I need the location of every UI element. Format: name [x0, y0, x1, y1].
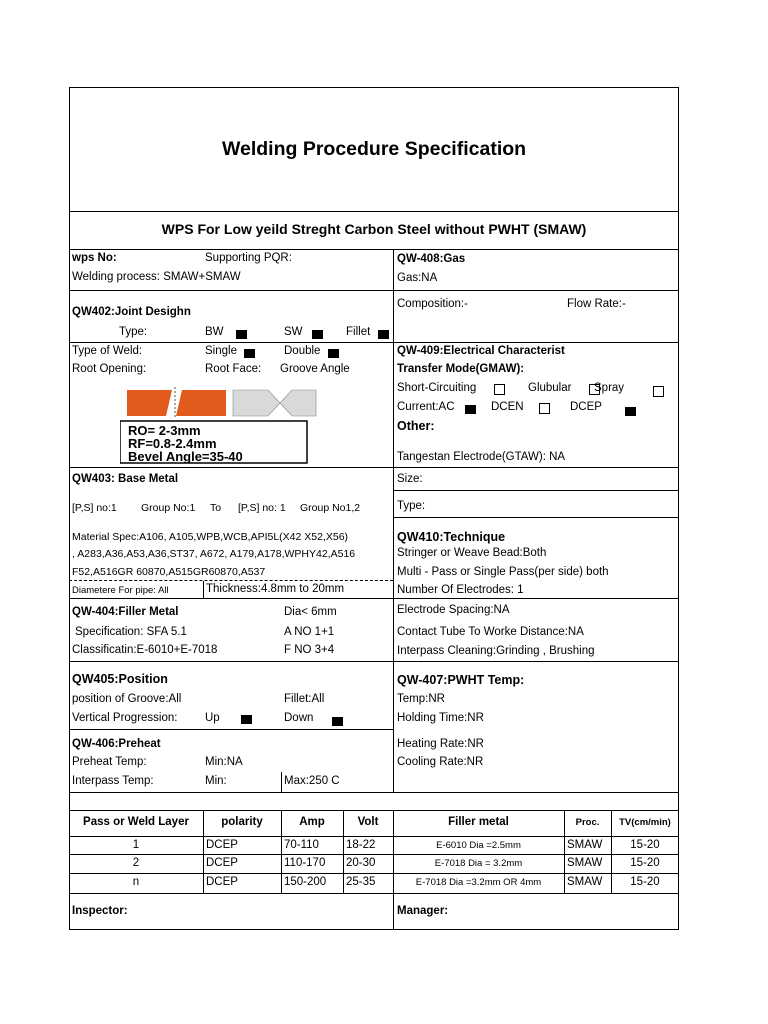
temp-nr: Temp:NR [397, 693, 445, 705]
current-ac-checkbox[interactable] [465, 405, 476, 414]
divider [393, 467, 679, 468]
diagram-ro: RO= 2-3mm [128, 423, 201, 438]
column-divider [393, 249, 394, 792]
single-label: Single [205, 345, 237, 357]
tungsten-electrode: Tangestan Electrode(GTAW): NA [397, 451, 566, 463]
spray-checkbox[interactable] [653, 386, 664, 397]
supporting-pqr-label: Supporting PQR: [205, 252, 292, 264]
th-filler: Filler metal [448, 816, 509, 828]
col-line [393, 810, 394, 930]
qw408-title: QW-408:Gas [397, 253, 466, 265]
th-polarity: polarity [221, 816, 263, 828]
cell-divider [203, 581, 204, 598]
table-cell: 15-20 [630, 839, 660, 851]
th-tv: TV(cm/min) [619, 817, 671, 828]
divider [69, 792, 679, 793]
type-label-right: Type: [397, 500, 426, 512]
fillet-label: Fillet [346, 326, 371, 338]
interpass-max: Max:250 C [284, 775, 340, 787]
root-opening-label: Root Opening: [72, 363, 147, 375]
contact-tube: Contact Tube To Worke Distance:NA [397, 626, 584, 638]
wps-no-label: wps No: [72, 252, 117, 264]
divider [393, 490, 679, 491]
table-cell: 1 [132, 839, 140, 851]
th-pass: Pass or Weld Layer [83, 816, 189, 828]
multi-pass: Multi - Pass or Single Pass(per side) both [397, 566, 609, 578]
thickness: Thickness:4.8mm to 20mm [206, 583, 345, 595]
table-cell: E-7018 Dia =3.2mm OR 4mm [415, 877, 542, 888]
th-amp: Amp [299, 816, 325, 828]
globular-label: Glubular [528, 382, 572, 394]
ps-no-1: [P,S] no:1 [72, 502, 117, 514]
table-cell: 150-200 [284, 876, 327, 888]
group-no-12: Group No1,2 [300, 502, 361, 514]
double-checkbox[interactable] [328, 349, 339, 358]
double-label: Double [284, 345, 321, 357]
short-circuiting-checkbox[interactable] [494, 384, 505, 395]
interpass-temp: Interpass Temp: [72, 775, 154, 787]
cell-divider [281, 772, 282, 792]
table-cell: DCEP [206, 857, 238, 869]
up-checkbox[interactable] [241, 715, 252, 724]
spray-label: Spray [594, 382, 625, 394]
gas: Gas:NA [397, 272, 438, 284]
dcep-label: DCEP [570, 401, 602, 413]
double-v-left-plate [233, 390, 280, 416]
table-cell: E-6010 Dia =2.5mm [436, 840, 521, 851]
electrode-spacing: Electrode Spacing:NA [397, 604, 510, 616]
th-volt: Volt [357, 816, 379, 828]
page-title: Welding Procedure Specification [221, 138, 527, 160]
divider [393, 290, 679, 291]
qw410-title: QW410:Technique [397, 530, 506, 544]
material-spec-line-3: F52,A516GR 60870,A515GR60870,A537 [72, 566, 266, 578]
table-cell: 2 [132, 857, 140, 869]
qw403-title: QW403: Base Metal [72, 473, 179, 485]
flow-rate: Flow Rate:- [567, 298, 626, 310]
interpass-min: Min: [205, 775, 227, 787]
table-cell: SMAW [567, 839, 603, 851]
dashed-divider [69, 580, 393, 581]
vertical-progression: Vertical Progression: [72, 712, 178, 724]
divider [69, 873, 679, 874]
th-proc: Proc. [575, 817, 600, 828]
qw406-title: QW-406:Preheat [72, 738, 161, 750]
bw-checkbox[interactable] [236, 330, 247, 339]
qw407-title: QW-407:PWHT Temp: [397, 673, 525, 687]
sw-checkbox[interactable] [312, 330, 323, 339]
welding-process: Welding process: SMAW+SMAW [72, 271, 241, 283]
heating-rate: Heating Rate:NR [397, 738, 484, 750]
diagram-bevel: Bevel Angle=35-40 [128, 449, 243, 464]
divider [69, 661, 679, 662]
up-label: Up [205, 712, 220, 724]
manager-label: Manager: [397, 905, 449, 917]
material-spec-line-1: Material Spec:A106, A105,WPB,WCB,API5L(X42 X52,X56) [72, 531, 349, 543]
a-no: A NO 1+1 [284, 626, 335, 638]
divider [69, 598, 393, 599]
table-cell: SMAW [567, 876, 603, 888]
table-cell: 110-170 [284, 857, 326, 869]
divider [69, 290, 393, 291]
f-no: F NO 3+4 [284, 644, 335, 656]
table-cell: n [132, 876, 140, 888]
double-v-right-plate [280, 390, 316, 416]
cooling-rate: Cooling Rate:NR [397, 756, 484, 768]
groove-angle-label: Groove Angle [280, 363, 350, 375]
fillet-checkbox[interactable] [378, 330, 389, 339]
other-label: Other: [397, 419, 435, 433]
qw405-title: QW405:Position [72, 672, 168, 686]
current-ac-label: Current:AC [397, 401, 455, 413]
number-electrodes: Number Of Electrodes: 1 [397, 584, 524, 596]
ps-no-1b: [P,S] no: 1 [238, 502, 286, 514]
table-cell: 25-35 [346, 876, 376, 888]
group-no-1: Group No:1 [141, 502, 196, 514]
page-subtitle: WPS For Low yeild Streght Carbon Steel without PWHT (SMAW) [161, 221, 587, 237]
table-cell: 18-22 [346, 839, 376, 851]
left-bevel-plate [127, 390, 172, 416]
qw409-title: QW-409:Electrical Characterist [397, 345, 565, 357]
fillet-all: Fillet:All [284, 693, 325, 705]
transfer-mode: Transfer Mode(GMAW): [397, 363, 525, 375]
divider [69, 342, 393, 343]
divider [69, 893, 679, 894]
divider [393, 342, 679, 343]
table-cell: SMAW [567, 857, 603, 869]
stringer-weave: Stringer or Weave Bead:Both [397, 547, 547, 559]
preheat-min: Min:NA [205, 756, 243, 768]
table-cell: 15-20 [630, 857, 660, 869]
preheat-temp: Preheat Temp: [72, 756, 147, 768]
table-cell: DCEP [206, 876, 238, 888]
qw402-title: QW402:Joint Desighn [72, 306, 191, 318]
table-cell: DCEP [206, 839, 238, 851]
table-cell: 20-30 [346, 857, 376, 869]
divider [69, 467, 393, 468]
inspector-label: Inspector: [72, 905, 128, 917]
divider [393, 598, 679, 599]
interpass-cleaning: Interpass Cleaning:Grinding , Brushing [397, 645, 595, 657]
divider [69, 729, 393, 730]
diameter-pipe: Diametere For pipe: All [72, 585, 169, 596]
short-circuiting-label: Short-Circuiting [397, 382, 477, 394]
table-cell: E-7018 Dia = 3.2mm [434, 858, 523, 869]
sw-label: SW [284, 326, 303, 338]
type-label: Type: [119, 326, 148, 338]
diagram-rf: RF=0.8-2.4mm [128, 436, 217, 451]
material-spec-line-2: , A283,A36,A53,A36,ST37, A672, A179,A178,WPHY42,A516 [72, 548, 356, 560]
holding-time: Holding Time:NR [397, 712, 484, 724]
down-label: Down [284, 712, 314, 724]
divider [69, 249, 679, 250]
divider [69, 810, 679, 811]
position-groove: position of Groove:All [72, 693, 182, 705]
dia-label: Dia< 6mm [284, 606, 337, 618]
dcen-label: DCEN [491, 401, 524, 413]
root-face-label: Root Face: [205, 363, 262, 375]
divider [69, 211, 679, 212]
table-cell: 70-110 [284, 839, 319, 851]
specification: Specification: SFA 5.1 [75, 626, 187, 638]
bw-label: BW [205, 326, 224, 338]
divider [69, 854, 679, 855]
classification: Classificatin:E-6010+E-7018 [72, 644, 218, 656]
to-label: To [210, 502, 222, 514]
qw404-title: QW-404:Filler Metal [72, 606, 179, 618]
composition: Composition:- [397, 298, 468, 310]
table-cell: 15-20 [630, 876, 660, 888]
size-label: Size: [397, 473, 423, 485]
dcep-checkbox[interactable] [625, 407, 636, 416]
type-of-weld-label: Type of Weld: [72, 345, 143, 357]
dcen-checkbox[interactable] [539, 403, 550, 414]
down-checkbox[interactable] [332, 717, 343, 726]
single-checkbox[interactable] [244, 349, 255, 358]
divider [69, 836, 679, 837]
divider [393, 517, 679, 518]
right-bevel-plate [176, 390, 226, 416]
